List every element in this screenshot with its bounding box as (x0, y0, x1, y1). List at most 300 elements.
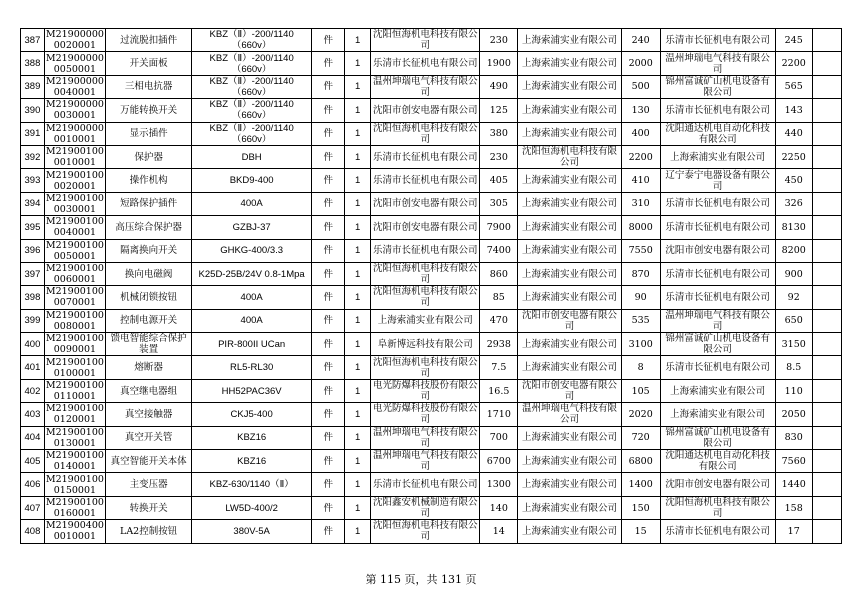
item-unit: 件 (311, 216, 344, 239)
material-code: M21900100 0080001 (45, 309, 104, 332)
blank-cell (812, 122, 841, 145)
table-row (21, 192, 842, 215)
supplier-2: 上海索浦实业有限公司 (518, 29, 622, 52)
material-code: M21900100 0090001 (45, 333, 104, 356)
price-2: 400 (621, 122, 660, 145)
row-number: 398 (21, 286, 45, 309)
item-spec: 400A (192, 309, 312, 332)
material-code: M21900100 0110001 (45, 380, 104, 403)
item-spec: BKD9-400 (192, 169, 312, 192)
supplier-3: 温州坤瑞电气科技有限公司 (660, 52, 775, 75)
price-1: 85 (480, 286, 518, 309)
blank-cell (812, 145, 841, 168)
table-row (21, 286, 842, 309)
table-row (21, 216, 842, 239)
supplier-1: 温州坤瑞电气科技有限公司 (370, 450, 479, 473)
price-1: 230 (480, 29, 518, 52)
supplier-1: 乐清市长征机电有限公司 (370, 169, 479, 192)
supplier-1: 沈阳恒海机电科技有限公司 (370, 520, 479, 543)
supplier-1: 乐清市长征机电有限公司 (370, 473, 479, 496)
price-2: 130 (621, 99, 660, 122)
item-unit: 件 (311, 52, 344, 75)
table-row (21, 52, 842, 75)
price-1: 7900 (480, 216, 518, 239)
price-3: 1440 (775, 473, 812, 496)
price-3: 3150 (775, 333, 812, 356)
supplier-3: 辽宁泰宁电器设备有限公司 (660, 169, 775, 192)
item-spec: LW5D-400/2 (192, 496, 312, 519)
item-qty: 1 (345, 262, 371, 285)
price-2: 410 (621, 169, 660, 192)
blank-cell (812, 52, 841, 75)
item-unit: 件 (311, 426, 344, 449)
row-number: 389 (21, 75, 45, 98)
item-name: 显示插件 (105, 122, 191, 145)
item-spec: KBZ-630/1140（Ⅱ） (192, 473, 312, 496)
supplier-3: 乐清市长征机电有限公司 (660, 356, 775, 379)
supplier-1: 沈阳市创安电器有限公司 (370, 216, 479, 239)
item-spec: HH52PAC36V (192, 379, 312, 402)
item-name: 真空接触器 (105, 403, 191, 426)
item-spec: 380V-5A (192, 520, 312, 543)
table-row (21, 122, 842, 145)
price-3: 900 (775, 262, 812, 285)
table-body (21, 29, 842, 544)
price-3: 650 (775, 309, 812, 332)
row-number: 388 (21, 52, 45, 75)
item-qty: 1 (345, 29, 371, 52)
item-spec: KBZ16 (192, 450, 312, 473)
price-2: 8 (621, 356, 660, 379)
item-qty: 1 (345, 286, 371, 309)
blank-cell (812, 473, 841, 496)
item-unit: 件 (311, 356, 344, 379)
item-qty: 1 (345, 192, 371, 215)
item-qty: 1 (345, 379, 371, 402)
item-unit: 件 (311, 333, 344, 356)
price-3: 92 (775, 286, 812, 309)
supplier-price-table (20, 28, 842, 544)
price-1: 2938 (480, 333, 518, 356)
item-qty: 1 (345, 99, 371, 122)
item-qty: 1 (345, 520, 371, 543)
row-number: 397 (21, 262, 45, 285)
supplier-1: 沈阳恒海机电科技有限公司 (370, 122, 479, 145)
item-unit: 件 (311, 496, 344, 519)
item-qty: 1 (345, 52, 371, 75)
blank-cell (812, 75, 841, 98)
page-footer: 第 115 页，共 131 页 (365, 573, 477, 586)
price-2: 870 (621, 262, 660, 285)
price-1: 6700 (480, 450, 518, 473)
supplier-1: 电光防爆科技股份有限公司 (370, 403, 479, 426)
item-name: 高压综合保护器 (105, 216, 191, 239)
row-number: 407 (21, 496, 45, 519)
item-name: 过流脱扣插件 (105, 29, 191, 52)
supplier-3: 乐清市长征机电有限公司 (660, 192, 775, 215)
item-name: 万能转换开关 (105, 99, 191, 122)
price-3: 245 (775, 29, 812, 52)
price-2: 500 (621, 75, 660, 98)
supplier-2: 上海索浦实业有限公司 (518, 52, 622, 75)
row-number: 402 (21, 379, 45, 402)
item-name: 隔离换向开关 (105, 239, 191, 262)
supplier-2: 沈阳市创安电器有限公司 (518, 379, 622, 402)
price-3: 8200 (775, 239, 812, 262)
item-spec: KBZ16 (192, 426, 312, 449)
supplier-3: 上海索浦实业有限公司 (660, 145, 775, 168)
price-2: 2020 (621, 403, 660, 426)
price-3: 2250 (775, 145, 812, 168)
price-3: 2050 (775, 403, 812, 426)
item-unit: 件 (311, 309, 344, 332)
price-3: 440 (775, 122, 812, 145)
table-row (21, 99, 842, 122)
material-code: M21900100 0040001 (45, 216, 104, 239)
supplier-3: 乐清市长征机电有限公司 (660, 286, 775, 309)
row-number: 404 (21, 426, 45, 449)
material-code: M21900100 0100001 (45, 356, 104, 379)
row-number: 406 (21, 473, 45, 496)
supplier-2: 上海索浦实业有限公司 (518, 192, 622, 215)
item-name: 机械闭锁按钮 (105, 286, 191, 309)
item-name: 主变压器 (105, 473, 191, 496)
item-spec: CKJ5-400 (192, 403, 312, 426)
item-name: 真空开关管 (105, 426, 191, 449)
item-spec: GZBJ-37 (192, 216, 312, 239)
supplier-2: 温州坤瑞电气科技有限公司 (518, 403, 622, 426)
material-code: M21900100 0120001 (45, 403, 104, 426)
supplier-3: 锦州富诚矿山机电设备有限公司 (660, 75, 775, 98)
price-1: 470 (480, 309, 518, 332)
item-spec: PIR-800II UCan (192, 333, 312, 356)
price-1: 14 (480, 520, 518, 543)
supplier-2: 上海索浦实业有限公司 (518, 333, 622, 356)
supplier-1: 乐清市长征机电有限公司 (370, 239, 479, 262)
price-1: 1300 (480, 473, 518, 496)
supplier-2: 上海索浦实业有限公司 (518, 99, 622, 122)
material-code: M21900100 0060001 (45, 263, 104, 286)
price-3: 8.5 (775, 356, 812, 379)
table-row (21, 309, 842, 332)
table-row (21, 496, 842, 519)
supplier-1: 沈阳恒海机电科技有限公司 (370, 262, 479, 285)
table-row (21, 29, 842, 52)
row-number: 401 (21, 356, 45, 379)
price-1: 490 (480, 75, 518, 98)
supplier-3: 沈阳市创安电器有限公司 (660, 473, 775, 496)
row-number: 408 (21, 520, 45, 543)
item-name: 控制电源开关 (105, 309, 191, 332)
price-2: 15 (621, 520, 660, 543)
price-2: 2000 (621, 52, 660, 75)
table-row (21, 356, 842, 379)
item-unit: 件 (311, 239, 344, 262)
supplier-3: 乐清市长征机电有限公司 (660, 262, 775, 285)
supplier-2: 上海索浦实业有限公司 (518, 216, 622, 239)
price-3: 8130 (775, 216, 812, 239)
row-number: 405 (21, 450, 45, 473)
supplier-2: 上海索浦实业有限公司 (518, 169, 622, 192)
supplier-2: 上海索浦实业有限公司 (518, 75, 622, 98)
blank-cell (812, 169, 841, 192)
price-2: 150 (621, 496, 660, 519)
table-row (21, 473, 842, 496)
item-qty: 1 (345, 122, 371, 145)
supplier-3: 乐清市长征机电有限公司 (660, 29, 775, 52)
item-spec: 400A (192, 192, 312, 215)
supplier-1: 沈阳恒海机电科技有限公司 (370, 286, 479, 309)
supplier-1: 沈阳恒海机电科技有限公司 (370, 356, 479, 379)
table-row (21, 333, 842, 356)
item-unit: 件 (311, 520, 344, 543)
supplier-1: 上海索浦实业有限公司 (370, 309, 479, 332)
item-unit: 件 (311, 192, 344, 215)
item-qty: 1 (345, 309, 371, 332)
item-spec: K25D-25B/24V 0.8-1Mpa (192, 262, 312, 285)
item-qty: 1 (345, 450, 371, 473)
supplier-3: 乐清市长征机电有限公司 (660, 216, 775, 239)
item-spec: DBH (192, 145, 312, 168)
material-code: M21900000 0010001 (45, 122, 104, 145)
price-1: 700 (480, 426, 518, 449)
price-1: 16.5 (480, 379, 518, 402)
supplier-3: 沈阳通达机电自动化科技有限公司 (660, 122, 775, 145)
supplier-3: 沈阳市创安电器有限公司 (660, 239, 775, 262)
item-qty: 1 (345, 169, 371, 192)
item-spec: KBZ（Ⅱ）-200/1140（660v） (192, 52, 312, 75)
price-2: 105 (621, 379, 660, 402)
material-code: M21900100 0160001 (45, 497, 104, 519)
material-code: M21900100 0050001 (45, 239, 104, 262)
supplier-2: 上海索浦实业有限公司 (518, 450, 622, 473)
item-spec: KBZ（Ⅱ）-200/1140（660v） (192, 75, 312, 98)
supplier-3: 沈阳通达机电自动化科技有限公司 (660, 450, 775, 473)
supplier-2: 上海索浦实业有限公司 (518, 286, 622, 309)
supplier-1: 乐清市长征机电有限公司 (370, 145, 479, 168)
supplier-3: 温州坤瑞电气科技有限公司 (660, 309, 775, 332)
material-code: M21900100 0010001 (45, 146, 104, 169)
price-2: 6800 (621, 450, 660, 473)
price-3: 110 (775, 379, 812, 402)
item-spec: 400A (192, 286, 312, 309)
item-name: 保护器 (105, 145, 191, 168)
supplier-1: 沈阳鑫安机械制造有限公司 (370, 496, 479, 519)
item-qty: 1 (345, 496, 371, 519)
row-number: 390 (21, 99, 45, 122)
item-unit: 件 (311, 99, 344, 122)
supplier-3: 锦州富诚矿山机电设备有限公司 (660, 333, 775, 356)
price-1: 140 (480, 496, 518, 519)
material-code: M21900100 0020001 (45, 169, 104, 192)
price-3: 17 (775, 520, 812, 543)
blank-cell (812, 262, 841, 285)
price-2: 310 (621, 192, 660, 215)
row-number: 395 (21, 216, 45, 239)
row-number: 403 (21, 403, 45, 426)
price-3: 450 (775, 169, 812, 192)
supplier-3: 沈阳恒海机电科技有限公司 (660, 496, 775, 519)
supplier-3: 上海索浦实业有限公司 (660, 403, 775, 426)
table-row (21, 379, 842, 402)
item-unit: 件 (311, 75, 344, 98)
row-number: 400 (21, 333, 45, 356)
blank-cell (812, 520, 841, 543)
material-code: M21900100 0030001 (45, 192, 104, 215)
blank-cell (812, 379, 841, 402)
item-spec: KBZ（Ⅱ）-200/1140（660v） (192, 99, 312, 122)
supplier-2: 上海索浦实业有限公司 (518, 426, 622, 449)
supplier-2: 上海索浦实业有限公司 (518, 473, 622, 496)
row-number: 399 (21, 309, 45, 332)
price-1: 305 (480, 192, 518, 215)
price-3: 326 (775, 192, 812, 215)
supplier-3: 乐清市长征机电有限公司 (660, 520, 775, 543)
price-3: 830 (775, 426, 812, 449)
item-unit: 件 (311, 145, 344, 168)
supplier-2: 上海索浦实业有限公司 (518, 496, 622, 519)
item-name: 转换开关 (105, 496, 191, 519)
price-2: 90 (621, 286, 660, 309)
table-row (21, 403, 842, 426)
supplier-1: 沈阳恒海机电科技有限公司 (370, 29, 479, 52)
item-unit: 件 (311, 29, 344, 52)
price-1: 125 (480, 99, 518, 122)
blank-cell (812, 29, 841, 52)
item-spec: KBZ（Ⅱ）-200/1140（660v） (192, 122, 312, 145)
price-1: 7.5 (480, 356, 518, 379)
table-row (21, 145, 842, 168)
material-code: M21900100 0070001 (45, 286, 104, 309)
supplier-2: 上海索浦实业有限公司 (518, 356, 622, 379)
supplier-1: 沈阳市创安电器有限公司 (370, 192, 479, 215)
item-name: 真空继电器组 (105, 379, 191, 402)
table-row (21, 75, 842, 98)
price-2: 8000 (621, 216, 660, 239)
item-name: 开关面板 (105, 52, 191, 75)
item-unit: 件 (311, 473, 344, 496)
supplier-3: 锦州富诚矿山机电设备有限公司 (660, 426, 775, 449)
item-unit: 件 (311, 286, 344, 309)
item-name: 真空智能开关本体 (105, 450, 191, 473)
blank-cell (812, 309, 841, 332)
item-name: 馈电智能综合保护装置 (105, 333, 191, 356)
supplier-3: 上海索浦实业有限公司 (660, 379, 775, 402)
blank-cell (812, 239, 841, 262)
price-3: 143 (775, 99, 812, 122)
supplier-2: 沈阳市创安电器有限公司 (518, 309, 622, 332)
item-name: 熔断器 (105, 356, 191, 379)
price-2: 2200 (621, 145, 660, 168)
table-row (21, 520, 842, 543)
blank-cell (812, 496, 841, 519)
supplier-1: 电光防爆科技股份有限公司 (370, 379, 479, 402)
supplier-1: 温州坤瑞电气科技有限公司 (370, 426, 479, 449)
price-2: 240 (621, 29, 660, 52)
item-unit: 件 (311, 379, 344, 402)
blank-cell (812, 450, 841, 473)
supplier-1: 阜新博远科技有限公司 (370, 333, 479, 356)
blank-cell (812, 286, 841, 309)
item-qty: 1 (345, 239, 371, 262)
item-name: 三相电抗器 (105, 75, 191, 98)
material-code: M21900000 0050001 (45, 52, 104, 75)
price-1: 7400 (480, 239, 518, 262)
supplier-2: 沈阳恒海机电科技有限公司 (518, 145, 622, 168)
item-qty: 1 (345, 333, 371, 356)
item-unit: 件 (311, 450, 344, 473)
row-number: 394 (21, 192, 45, 215)
item-spec: KBZ（Ⅱ）-200/1140（660v） (192, 29, 312, 52)
item-spec: RL5-RL30 (192, 356, 312, 379)
material-code: M21900100 0130001 (45, 426, 104, 449)
table-row (21, 426, 842, 449)
item-name: 操作机构 (105, 169, 191, 192)
blank-cell (812, 333, 841, 356)
item-qty: 1 (345, 473, 371, 496)
item-name: 换向电磁阀 (105, 262, 191, 285)
blank-cell (812, 216, 841, 239)
material-code: M21900100 0140001 (45, 450, 104, 473)
item-qty: 1 (345, 216, 371, 239)
supplier-1: 沈阳市创安电器有限公司 (370, 99, 479, 122)
item-unit: 件 (311, 122, 344, 145)
row-number: 396 (21, 239, 45, 262)
blank-cell (812, 99, 841, 122)
price-3: 7560 (775, 450, 812, 473)
material-code: M21900000 0030001 (45, 99, 104, 122)
supplier-1: 乐清市长征机电有限公司 (370, 52, 479, 75)
item-name: LA2控制按钮 (105, 520, 191, 543)
supplier-2: 上海索浦实业有限公司 (518, 520, 622, 543)
item-spec: GHKG-400/3.3 (192, 239, 312, 262)
material-code: M21900400 0010001 (45, 520, 104, 543)
price-2: 1400 (621, 473, 660, 496)
price-2: 720 (621, 426, 660, 449)
table-row (21, 450, 842, 473)
item-qty: 1 (345, 75, 371, 98)
item-qty: 1 (345, 426, 371, 449)
table-row (21, 262, 842, 285)
item-qty: 1 (345, 356, 371, 379)
supplier-3: 乐清市长征机电有限公司 (660, 99, 775, 122)
blank-cell (812, 192, 841, 215)
material-code: M21900000 0020001 (45, 29, 104, 52)
price-1: 1710 (480, 403, 518, 426)
blank-cell (812, 426, 841, 449)
price-2: 3100 (621, 333, 660, 356)
table-row (21, 239, 842, 262)
price-2: 7550 (621, 239, 660, 262)
price-1: 230 (480, 145, 518, 168)
price-1: 380 (480, 122, 518, 145)
item-unit: 件 (311, 403, 344, 426)
row-number: 391 (21, 122, 45, 145)
row-number: 392 (21, 145, 45, 168)
material-code: M21900100 0150001 (45, 473, 104, 496)
price-2: 535 (621, 309, 660, 332)
row-number: 393 (21, 169, 45, 192)
supplier-2: 上海索浦实业有限公司 (518, 262, 622, 285)
blank-cell (812, 403, 841, 426)
row-number: 387 (21, 29, 45, 52)
price-1: 860 (480, 262, 518, 285)
item-name: 短路保护插件 (105, 192, 191, 215)
price-3: 2200 (775, 52, 812, 75)
material-code: M21900000 0040001 (45, 75, 104, 98)
item-unit: 件 (311, 262, 344, 285)
item-qty: 1 (345, 403, 371, 426)
